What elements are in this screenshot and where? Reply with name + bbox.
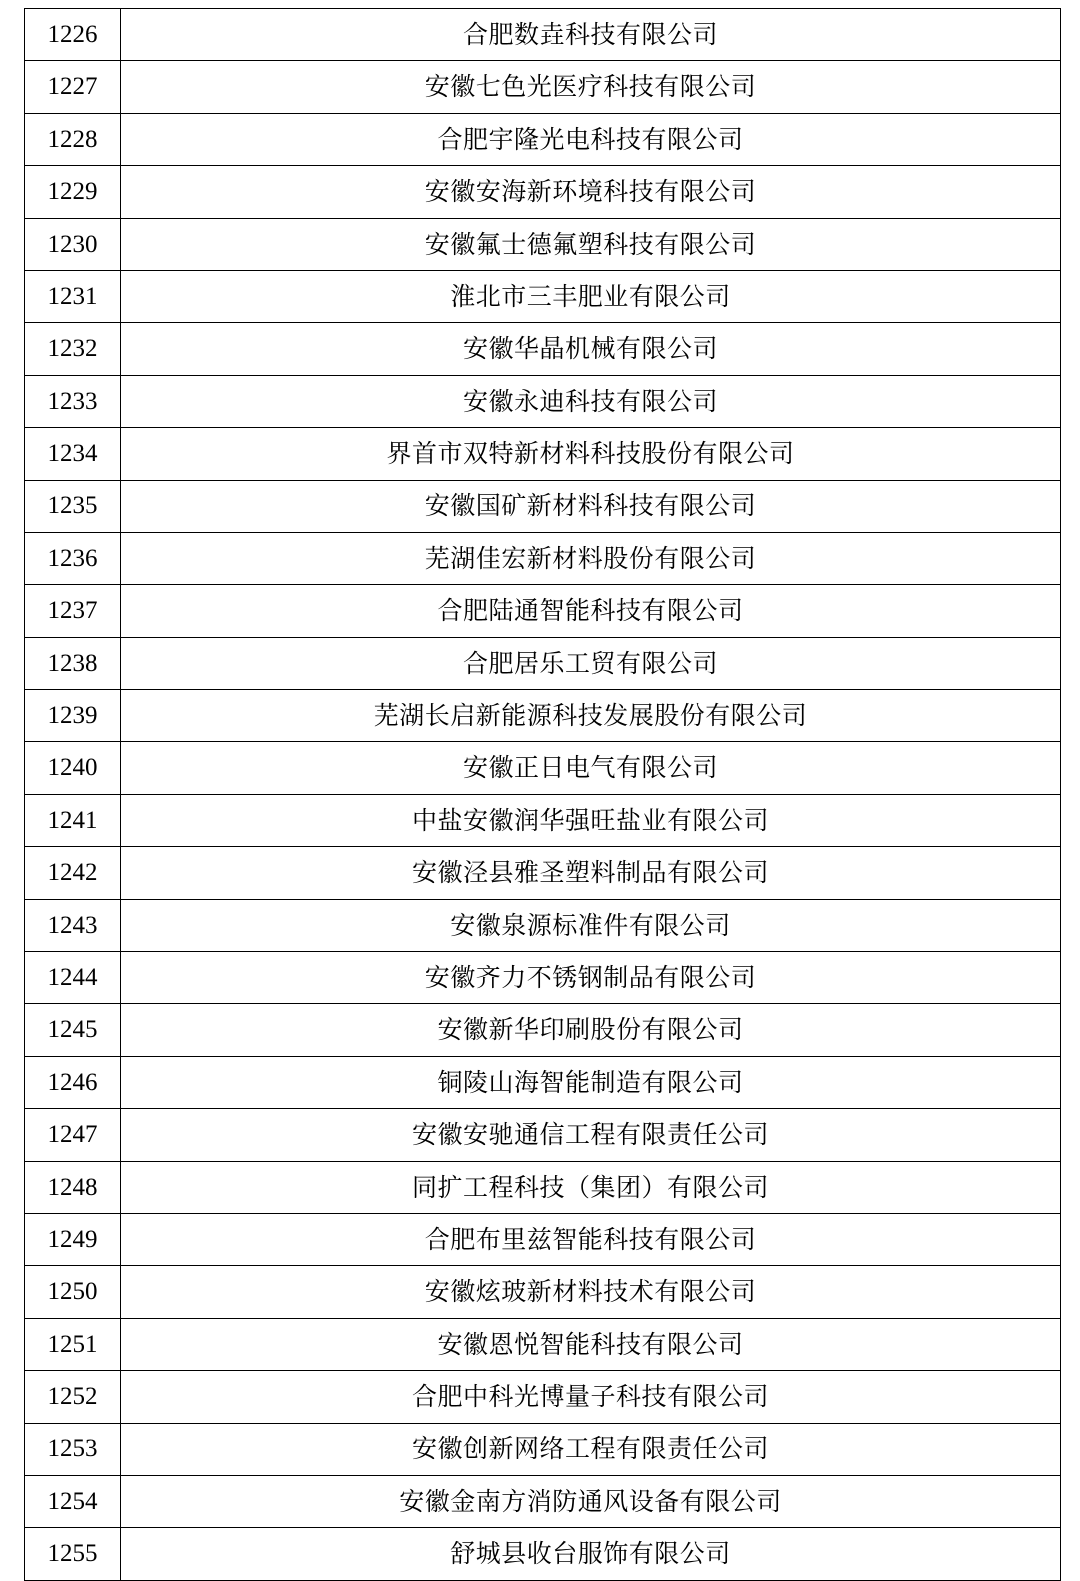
row-index-cell: 1254 xyxy=(25,1475,121,1527)
row-index-cell: 1241 xyxy=(25,794,121,846)
row-index-cell: 1255 xyxy=(25,1528,121,1580)
table-row xyxy=(25,899,1061,951)
row-index-cell: 1230 xyxy=(25,218,121,270)
row-index-cell: 1243 xyxy=(25,899,121,951)
table-row xyxy=(25,9,1061,61)
row-index-cell: 1227 xyxy=(25,61,121,113)
company-name-cell: 安徽七色光医疗科技有限公司 xyxy=(121,61,1061,113)
table-row xyxy=(25,1056,1061,1108)
table-row xyxy=(25,166,1061,218)
table-row xyxy=(25,1423,1061,1475)
table-row xyxy=(25,742,1061,794)
company-name-cell: 舒城县收台服饰有限公司 xyxy=(121,1528,1061,1580)
table-row xyxy=(25,113,1061,165)
company-name-cell: 安徽新华印刷股份有限公司 xyxy=(121,1004,1061,1056)
company-name-cell: 安徽华晶机械有限公司 xyxy=(121,323,1061,375)
row-index-cell: 1235 xyxy=(25,480,121,532)
row-index-cell: 1250 xyxy=(25,1266,121,1318)
company-name-cell: 芜湖长启新能源科技发展股份有限公司 xyxy=(121,690,1061,742)
company-name-cell: 合肥居乐工贸有限公司 xyxy=(121,637,1061,689)
table-row xyxy=(25,218,1061,270)
company-name-cell: 安徽正日电气有限公司 xyxy=(121,742,1061,794)
company-name-cell: 安徽氟士德氟塑科技有限公司 xyxy=(121,218,1061,270)
company-name-cell: 安徽安驰通信工程有限责任公司 xyxy=(121,1109,1061,1161)
table-row xyxy=(25,1213,1061,1265)
table-row xyxy=(25,61,1061,113)
row-index-cell: 1233 xyxy=(25,375,121,427)
row-index-cell: 1234 xyxy=(25,428,121,480)
row-index-cell: 1226 xyxy=(25,9,121,61)
table-row xyxy=(25,1161,1061,1213)
row-index-cell: 1247 xyxy=(25,1109,121,1161)
company-list-table xyxy=(24,8,1061,1581)
company-name-cell: 铜陵山海智能制造有限公司 xyxy=(121,1056,1061,1108)
row-index-cell: 1232 xyxy=(25,323,121,375)
row-index-cell: 1231 xyxy=(25,270,121,322)
row-index-cell: 1246 xyxy=(25,1056,121,1108)
company-name-cell: 安徽泉源标准件有限公司 xyxy=(121,899,1061,951)
table-row xyxy=(25,1109,1061,1161)
company-name-cell: 合肥布里兹智能科技有限公司 xyxy=(121,1213,1061,1265)
table-row xyxy=(25,428,1061,480)
table-row xyxy=(25,532,1061,584)
company-name-cell: 安徽炫玻新材料技术有限公司 xyxy=(121,1266,1061,1318)
table-row xyxy=(25,1371,1061,1423)
table-row xyxy=(25,323,1061,375)
company-name-cell: 合肥陆通智能科技有限公司 xyxy=(121,585,1061,637)
table-row xyxy=(25,794,1061,846)
table-row xyxy=(25,375,1061,427)
table-row xyxy=(25,847,1061,899)
company-name-cell: 合肥宇隆光电科技有限公司 xyxy=(121,113,1061,165)
row-index-cell: 1238 xyxy=(25,637,121,689)
table-row xyxy=(25,1318,1061,1370)
row-index-cell: 1239 xyxy=(25,690,121,742)
row-index-cell: 1237 xyxy=(25,585,121,637)
table-row xyxy=(25,480,1061,532)
row-index-cell: 1240 xyxy=(25,742,121,794)
row-index-cell: 1228 xyxy=(25,113,121,165)
row-index-cell: 1245 xyxy=(25,1004,121,1056)
company-name-cell: 安徽国矿新材料科技有限公司 xyxy=(121,480,1061,532)
company-name-cell: 安徽泾县雅圣塑料制品有限公司 xyxy=(121,847,1061,899)
table-row xyxy=(25,952,1061,1004)
row-index-cell: 1249 xyxy=(25,1213,121,1265)
row-index-cell: 1253 xyxy=(25,1423,121,1475)
table-row xyxy=(25,1266,1061,1318)
table-row xyxy=(25,1528,1061,1580)
company-name-cell: 安徽金南方消防通风设备有限公司 xyxy=(121,1475,1061,1527)
company-name-cell: 安徽齐力不锈钢制品有限公司 xyxy=(121,952,1061,1004)
table-row xyxy=(25,1004,1061,1056)
row-index-cell: 1229 xyxy=(25,166,121,218)
company-name-cell: 安徽永迪科技有限公司 xyxy=(121,375,1061,427)
table-row xyxy=(25,690,1061,742)
row-index-cell: 1236 xyxy=(25,532,121,584)
company-name-cell: 安徽恩悦智能科技有限公司 xyxy=(121,1318,1061,1370)
company-name-cell: 中盐安徽润华强旺盐业有限公司 xyxy=(121,794,1061,846)
company-name-cell: 合肥数垚科技有限公司 xyxy=(121,9,1061,61)
row-index-cell: 1244 xyxy=(25,952,121,1004)
table-row xyxy=(25,637,1061,689)
table-row xyxy=(25,1475,1061,1527)
row-index-cell: 1242 xyxy=(25,847,121,899)
row-index-cell: 1251 xyxy=(25,1318,121,1370)
row-index-cell: 1248 xyxy=(25,1161,121,1213)
table-body xyxy=(25,9,1061,1581)
table-row xyxy=(25,270,1061,322)
company-name-cell: 合肥中科光博量子科技有限公司 xyxy=(121,1371,1061,1423)
company-name-cell: 安徽创新网络工程有限责任公司 xyxy=(121,1423,1061,1475)
row-index-cell: 1252 xyxy=(25,1371,121,1423)
company-name-cell: 安徽安海新环境科技有限公司 xyxy=(121,166,1061,218)
company-name-cell: 同扩工程科技（集团）有限公司 xyxy=(121,1161,1061,1213)
company-name-cell: 淮北市三丰肥业有限公司 xyxy=(121,270,1061,322)
company-name-cell: 界首市双特新材料科技股份有限公司 xyxy=(121,428,1061,480)
company-name-cell: 芜湖佳宏新材料股份有限公司 xyxy=(121,532,1061,584)
table-row xyxy=(25,585,1061,637)
